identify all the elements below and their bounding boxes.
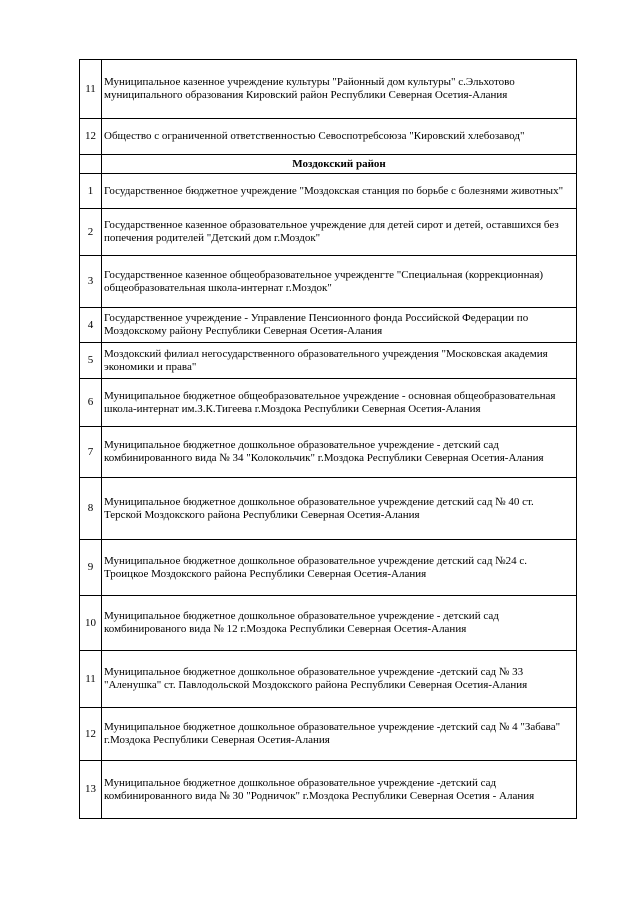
table-row — [80, 119, 577, 155]
organization-name: Муниципальное бюджетное общеобразовательное учреждение - основная общеобразовательная школа-интернат им.З.К.Тигеева г.Моздока Республики Северная Осетия-Алания — [102, 379, 577, 427]
row-number: 4 — [80, 308, 102, 343]
table-row — [80, 256, 577, 308]
organization-name: Муниципальное бюджетное дошкольное образовательное учреждение -детский сад № 4 "Забава" г.Моздока Республики Северная Осетия-Алания — [102, 708, 577, 761]
section-title: Моздокский район — [102, 155, 577, 174]
organization-name: Муниципальное бюджетное дошкольное образовательное учреждение - детский сад комбинированного вида № 34 "Колокольчик" г.Моздока Республики Северная Осетия-Алания — [102, 427, 577, 478]
row-number: 2 — [80, 209, 102, 256]
table-row — [80, 60, 577, 119]
table-row — [80, 427, 577, 478]
row-number: 11 — [80, 651, 102, 708]
table-row — [80, 540, 577, 596]
organizations-table — [79, 59, 577, 819]
table-row — [80, 651, 577, 708]
organization-name: Муниципальное бюджетное дошкольное образовательное учреждение детский сад № 40 ст. Терской Моздокского района Республики Северная Осетия-Алания — [102, 478, 577, 540]
section-number-cell — [80, 155, 102, 174]
organization-name: Общество с ограниченной ответственностью Севоспотребсоюза "Кировский хлебозавод" — [102, 119, 577, 155]
table-row — [80, 596, 577, 651]
section-header-row — [80, 155, 577, 174]
row-number: 5 — [80, 343, 102, 379]
organization-name: Муниципальное бюджетное дошкольное образовательное учреждение детский сад №24 с. Троицкое Моздокского района Республики Северная Осетия-Алания — [102, 540, 577, 596]
row-number: 6 — [80, 379, 102, 427]
organization-name: Моздокский филиал негосударственного образовательного учреждения "Московская академия экономики и права" — [102, 343, 577, 379]
table-row — [80, 209, 577, 256]
table-row — [80, 761, 577, 819]
row-number: 9 — [80, 540, 102, 596]
row-number: 13 — [80, 761, 102, 819]
table-body — [80, 60, 577, 819]
table-row — [80, 708, 577, 761]
organization-name: Государственное бюджетное учреждение "Моздокская станция по борьбе с болезнями животных" — [102, 174, 577, 209]
table-row — [80, 343, 577, 379]
organization-name: Государственное казенное образовательное учреждение для детей сирот и детей, оставшихся без попечения родителей "Детский дом г.Моздок" — [102, 209, 577, 256]
organization-name: Муниципальное бюджетное дошкольное образовательное учреждение -детский сад комбинированного вида № 30 "Родничок" г.Моздока Республики Северная Осетия - Алания — [102, 761, 577, 819]
row-number: 3 — [80, 256, 102, 308]
table-row — [80, 174, 577, 209]
row-number: 1 — [80, 174, 102, 209]
row-number: 7 — [80, 427, 102, 478]
organization-name: Муниципальное бюджетное дошкольное образовательное учреждение - детский сад комбинированого вида № 12 г.Моздока Республики Северная Осетия-Алания — [102, 596, 577, 651]
table-row — [80, 379, 577, 427]
organization-name: Муниципальное казенное учреждение культуры "Районный дом культуры" с.Эльхотово муниципального образования Кировский район Республики Северная Осетия-Алания — [102, 60, 577, 119]
table-row — [80, 308, 577, 343]
row-number: 12 — [80, 119, 102, 155]
organization-name: Государственное учреждение - Управление Пенсионного фонда Российской Федерации по Моздокскому району Республики Северная Осетия-Алания — [102, 308, 577, 343]
row-number: 10 — [80, 596, 102, 651]
row-number: 11 — [80, 60, 102, 119]
organization-name: Муниципальное бюджетное дошкольное образовательное учреждение -детский сад № 33 "Аленушка" ст. Павлодольской Моздокского района Республики Северная Осетия-Алания — [102, 651, 577, 708]
organization-name: Государственное казенное общеобразовательное учрежденгте "Специальная (коррекционная) общеобразовательная школа-интернат г.Моздок" — [102, 256, 577, 308]
row-number: 12 — [80, 708, 102, 761]
table-row — [80, 478, 577, 540]
row-number: 8 — [80, 478, 102, 540]
